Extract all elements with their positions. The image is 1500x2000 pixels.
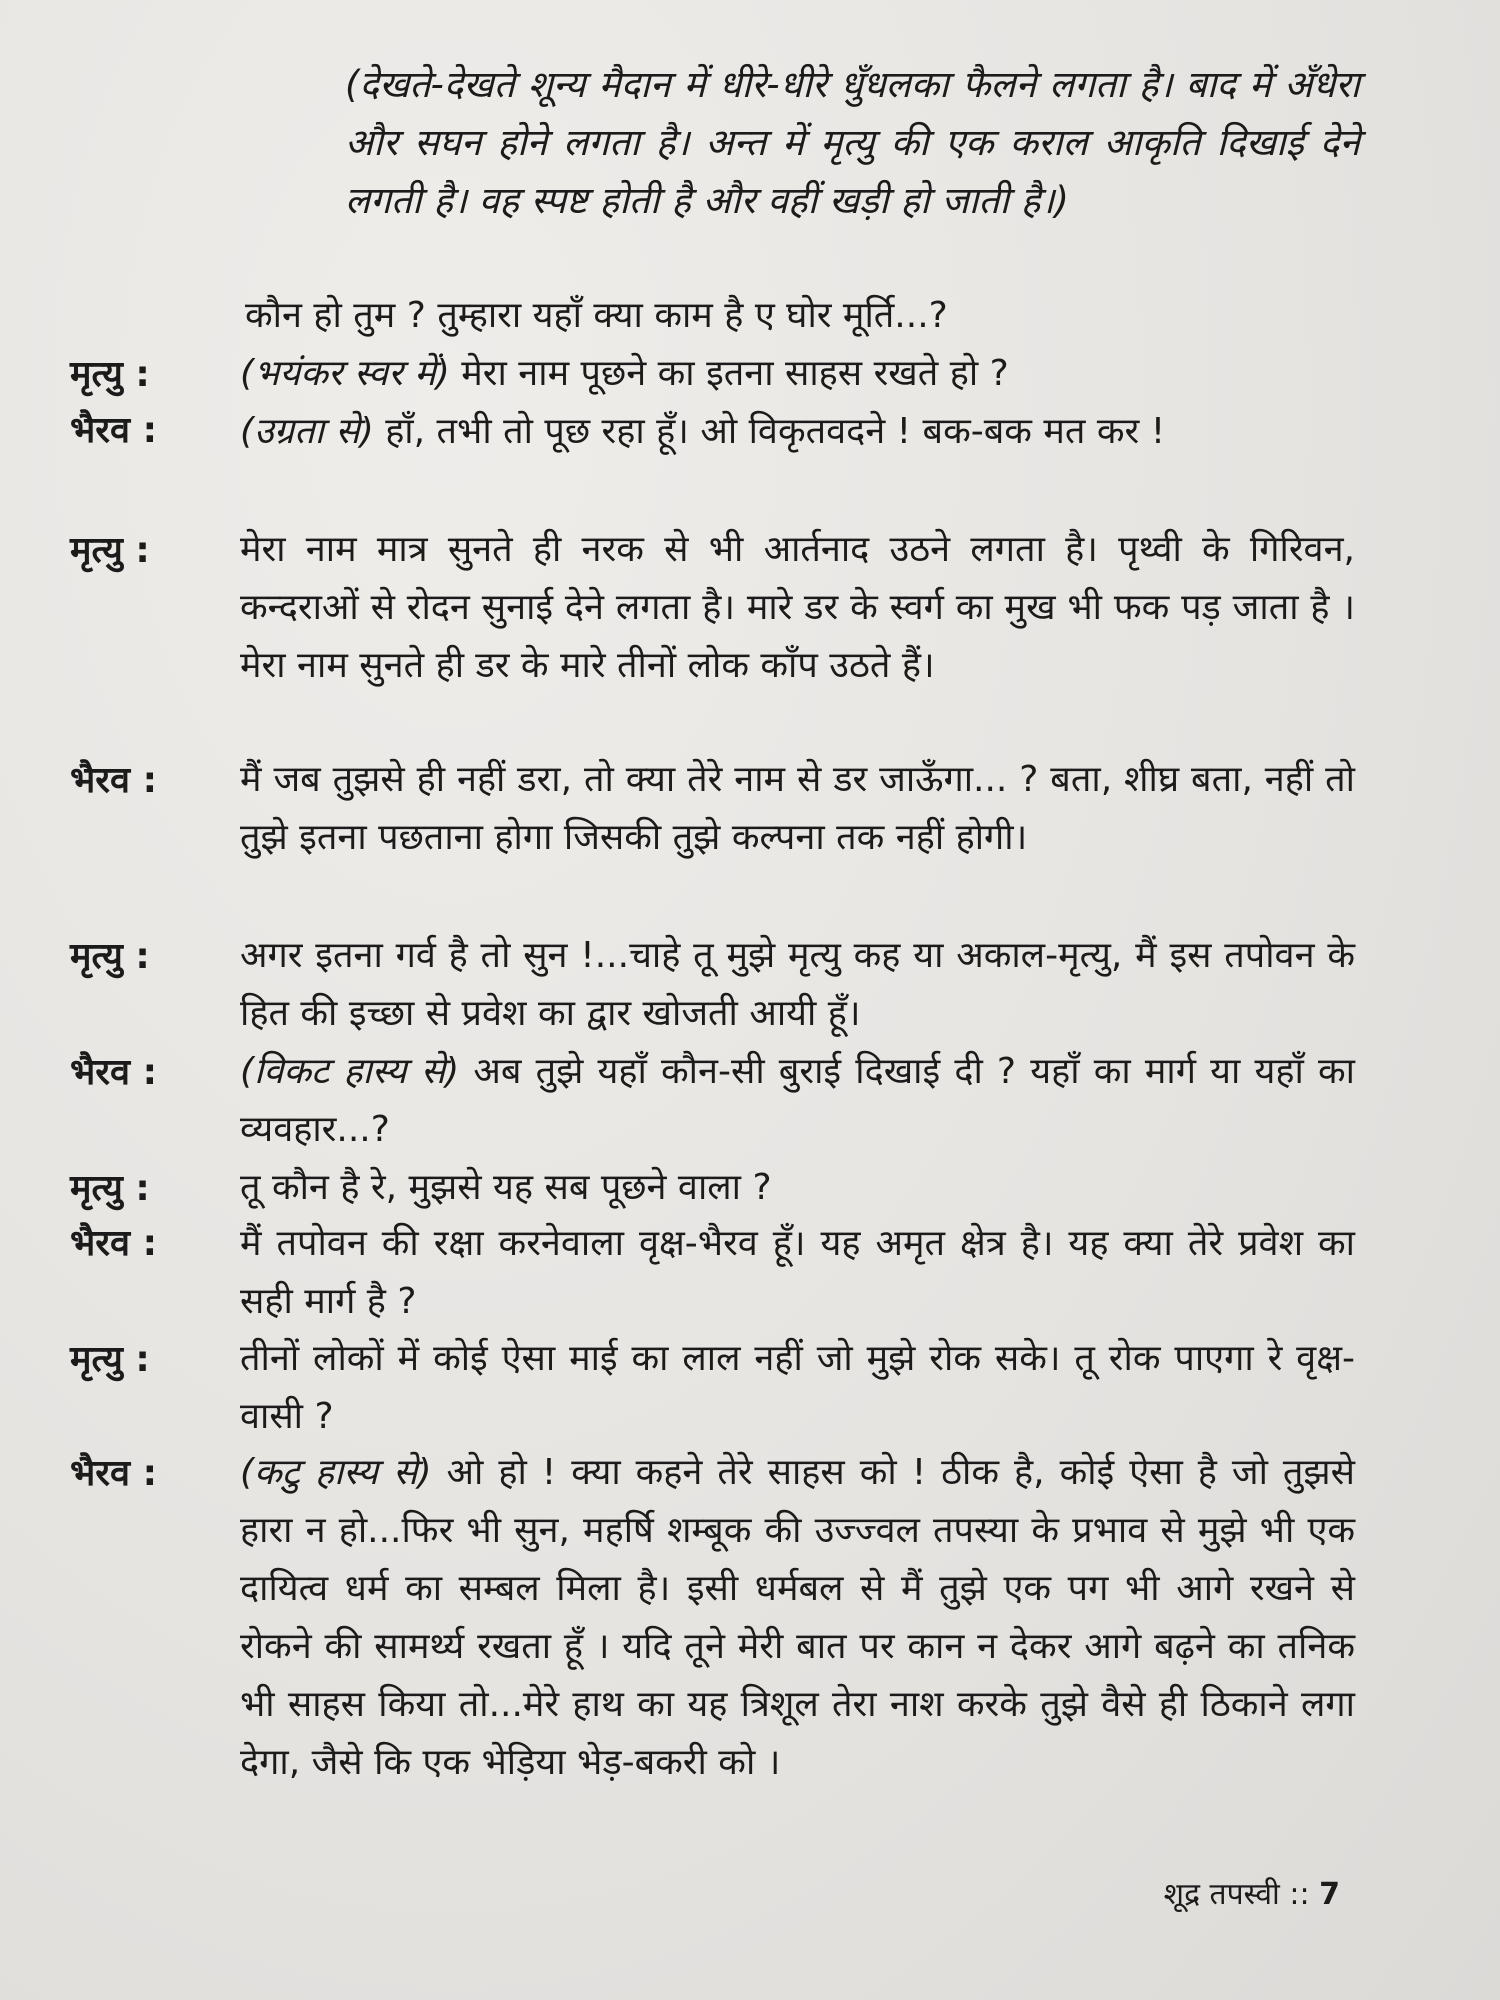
spoken-text: तू कौन है रे, मुझसे यह सब पूछने वाला ? (240, 1167, 772, 1208)
spoken-text: अब तुझे यहाँ कौन-सी बुराई दिखाई दी ? यहाँ का मार्ग या यहाँ का व्यवहार...? (240, 1051, 1355, 1150)
dialogue-text (240, 1159, 1355, 1217)
spoken-text: अगर इतना गर्व है तो सुन !...चाहे तू मुझे मृत्यु कह या अकाल-मृत्यु, मैं इस तपोवन के हित की इच्छा से प्रवेश का द्वार खोजती आयी हूँ। (240, 935, 1355, 1034)
dialogue-text (240, 1043, 1355, 1159)
speaker-label: भैरव : (70, 1453, 157, 1494)
spoken-text: ओ हो ! क्या कहने तेरे साहस को ! ठीक है, कोई ऐसा है जो तुझसे हारा न हो...फिर भी सुन, महर्षि शम्बूक की उज्ज्वल तपस्या के प्रभाव से मुझे भी एक दायित्व धर्म का सम्बल मिला है। इसी धर्मबल से मैं तुझे एक पग भी आगे रखने से रोकने की सामर्थ्य रखता हूँ । यदि तूने मेरी बात पर कान न देकर आगे बढ़ने का तनिक भी साहस किया तो...मेरे हाथ का यह त्रिशूल तेरा नाश करके तुझे वैसे ही ठिकाने लगा देगा, जैसे कि एक भेड़िया भेड़-बकरी को । (240, 1452, 1355, 1783)
speaker-label: मृत्यु : (70, 530, 150, 571)
stage-cue: (कटु हास्य से) (240, 1452, 432, 1493)
opening-line: कौन हो तुम ? तुम्हारा यहाँ क्या काम है ए घोर मूर्ति...? (245, 295, 948, 336)
stage-cue: (विकट हास्य से) (240, 1051, 460, 1092)
spoken-text: तीनों लोकों में कोई ऐसा माई का लाल नहीं जो मुझे रोक सके। तू रोक पाएगा रे वृक्ष-वासी ? (240, 1338, 1355, 1437)
speaker-label: मृत्यु : (70, 1168, 150, 1209)
page-number: 7 (1319, 1877, 1340, 1912)
spoken-text: मेरा नाम मात्र सुनते ही नरक से भी आर्तनाद उठने लगता है। पृथ्वी के गिरिवन, कन्दराओं से रोदन सुनाई देने लगता है। मारे डर के स्वर्ग का मुख भी फक पड़ जाता है । मेरा नाम सुनते ही डर के मारे तीनों लोक काँप उठते हैं। (240, 529, 1355, 686)
dialogue-text (240, 1330, 1355, 1446)
spoken-text: मैं जब तुझसे ही नहीं डरा, तो क्या तेरे नाम से डर जाऊँगा... ? बता, शीघ्र बता, नहीं तो तुझे इतना पछताना होगा जिसकी तुझे कल्पना तक नहीं होगी। (240, 759, 1355, 858)
speaker-label: मृत्यु : (70, 354, 150, 395)
spoken-text: हाँ, तभी तो पूछ रहा हूँ। ओ विकृतवदने ! बक-बक मत कर ! (373, 411, 1166, 452)
stage-cue: (भयंकर स्वर में) (240, 353, 450, 394)
page-footer (1164, 1875, 1340, 1915)
stage-cue: (उग्रता से) (240, 411, 374, 452)
dialogue-text (240, 1444, 1355, 1792)
dialogue-text (240, 403, 1355, 461)
stage-direction: (देखते-देखते शून्य मैदान में धीरे-धीरे धुँधलका फैलने लगता है। बाद में अँधेरा और सघन होने लगता है। अन्त में मृत्यु की एक कराल आकृति दिखाई देने लगती है। वह स्पष्ट होती है और वहीं खड़ी हो जाती है।) (345, 63, 1360, 222)
speaker-label: भैरव : (70, 1223, 157, 1264)
dialogue-text (240, 345, 1355, 403)
spoken-text: मेरा नाम पूछने का इतना साहस रखते हो ? (449, 353, 1009, 394)
footer-separator: :: (1289, 1877, 1310, 1912)
spoken-text: मैं तपोवन की रक्षा करनेवाला वृक्ष-भैरव हूँ। यह अमृत क्षेत्र है। यह क्या तेरे प्रवेश का सही मार्ग है ? (240, 1223, 1355, 1322)
speaker-label: भैरव : (70, 410, 157, 451)
speaker-label: मृत्यु : (70, 1339, 150, 1380)
dialogue-text (240, 1215, 1355, 1331)
dialogue-text (240, 751, 1355, 867)
book-title: शूद्र तपस्वी (1163, 1877, 1280, 1912)
speaker-label: मृत्यु : (70, 936, 150, 977)
speaker-label: भैरव : (70, 760, 157, 801)
dialogue-text (240, 927, 1355, 1043)
dialogue-text (240, 521, 1355, 695)
speaker-label: भैरव : (70, 1052, 157, 1093)
